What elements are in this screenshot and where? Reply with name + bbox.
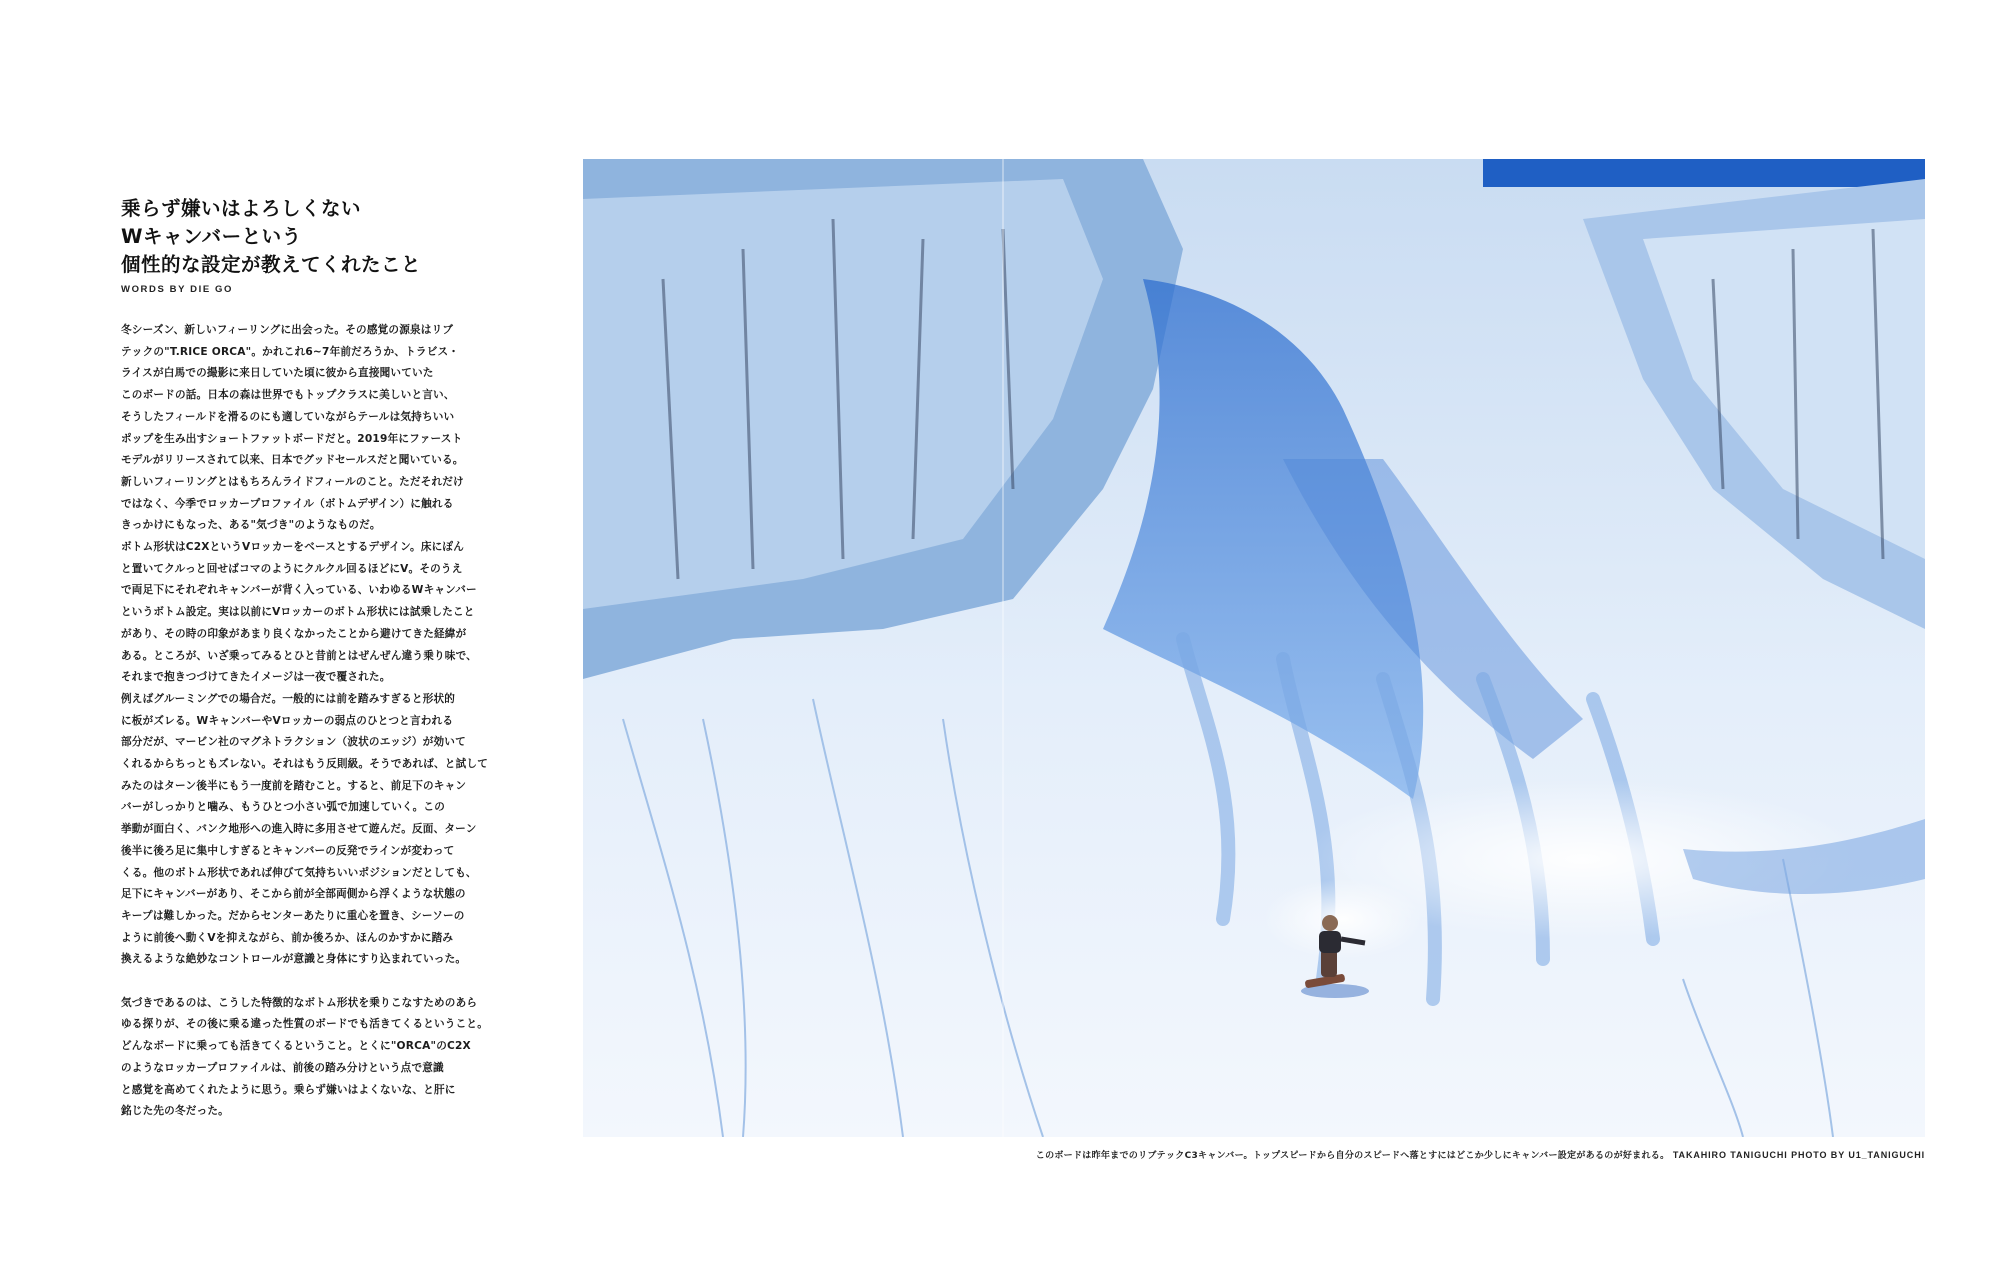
body-line: ボトム形状はC2XというVロッカーをベースとするデザイン。床にぽん — [121, 541, 464, 554]
body-line: モデルがリリースされて以来、日本でグッドセールスだと聞いている。 — [121, 454, 464, 467]
byline: WORDS BY DIE GO — [121, 284, 233, 295]
body-line: くる。他のボトム形状であれば伸びて気持ちいいポジションだとしても、 — [121, 866, 477, 879]
body-line: に板がズレる。WキャンバーやVロッカーの弱点のひとつと言われる — [121, 714, 454, 727]
body-line: バーがしっかりと噛み、もうひとつ小さい弧で加速していく。この — [121, 801, 446, 814]
body-line: ポップを生み出すショートファットボードだと。2019年にファースト — [121, 432, 463, 445]
body-line: どんなボードに乗っても活きてくるということ。とくに"ORCA"のC2X — [121, 1040, 471, 1053]
body-line: 気づきであるのは、こうした特徴的なボトム形状を乗りこなすためのあら — [121, 996, 478, 1009]
body-line: みたのはターン後半にもう一度前を踏むこと。すると、前足下のキャン — [121, 779, 467, 792]
sky-patch — [1483, 159, 1925, 187]
body-line: 部分だが、マービン社のマグネトラクション（波状のエッジ）が効いて — [121, 736, 466, 749]
body-line: ように前後へ動くVを抑えながら、前か後ろか、ほんのかすかに踏み — [121, 931, 454, 944]
body-line: このボードの話。日本の森は世界でもトップクラスに美しいと言い、 — [121, 389, 455, 402]
body-line: テックの"T.RICE ORCA"。かれこれ6~7年前だろうか、トラビス・ — [121, 345, 460, 358]
photo-illustration — [583, 159, 1925, 1137]
body-line: ライスが白馬での撮影に来日していた頃に彼から直接聞いていた — [121, 367, 434, 380]
body-paragraph-2 — [121, 993, 488, 1123]
body-line: ではなく、今季でロッカープロファイル（ボトムデザイン）に触れる — [121, 497, 454, 510]
body-line: 新しいフィーリングとはもちろんライドフィールのこと。ただそれだけ — [121, 475, 464, 488]
body-line: 銘じた先の冬だった。 — [121, 1105, 229, 1118]
body-line: きっかけにもなった、ある"気づき"のようなものだ。 — [121, 519, 381, 532]
article-body — [121, 320, 488, 1123]
body-line: そうしたフィールドを滑るのにも適していながらテールは気持ちいい — [121, 410, 455, 423]
photo-credit: TAKAHIRO TANIGUCHI PHOTO BY U1_TANIGUCHI — [1672, 1150, 1925, 1160]
body-line: と置いてクルっと回せばコマのようにクルクル回るほどにV。そのうえ — [121, 562, 463, 575]
body-line: 換えるような絶妙なコントロールが意識と身体にすり込まれていった。 — [121, 953, 467, 966]
body-line: と感覚を高めてくれたように思う。乗らず嫌いはよくないな、と肝に — [121, 1083, 456, 1096]
headline-line-1: 乗らず嫌いはよろしくない — [121, 197, 362, 220]
body-line: それまで抱きつづけてきたイメージは一夜で覆された。 — [121, 671, 391, 684]
headline-line-3: 個性的な設定が教えてくれたこと — [121, 253, 422, 276]
body-line: があり、その時の印象があまり良くなかったことから避けてきた経緯が — [121, 627, 467, 640]
body-line: 足下にキャンバーがあり、そこから前が全部両側から浮くような状態の — [121, 888, 466, 901]
body-line: 冬シーズン、新しいフィーリングに出会った。その感覚の源泉はリブ — [121, 324, 454, 336]
body-line: 挙動が面白く、バンク地形への進入時に多用させて遊んだ。反面、ターン — [121, 823, 477, 836]
body-line: で両足下にそれぞれキャンバーが背く入っている、いわゆるWキャンバー — [121, 584, 477, 597]
body-line: 後半に後ろ足に集中しすぎるとキャンバーの反発でラインが変わって — [121, 844, 455, 857]
body-line: くれるからちっともズレない。それはもう反則級。そうであれば、と試して — [121, 758, 488, 771]
body-line: ある。ところが、いざ乗ってみるとひと昔前とはぜんぜん違う乗り味で、 — [121, 649, 477, 662]
body-line: キープは難しかった。だからセンターあたりに重心を置き、シーソーの — [121, 909, 465, 922]
caption-text: このボードは昨年までのリブテックC3キャンバー。トップスピードから自分のスピードへ落とすにはどこか少しにキャンバー設定があるのが好まれる。 — [1035, 1151, 1670, 1161]
body-line: のようなロッカープロファイルは、前後の踏み分けという点で意識 — [121, 1061, 444, 1074]
body-paragraph-1 — [121, 320, 488, 971]
snowboard-photo — [583, 159, 1925, 1137]
body-line: というボトム設定。実は以前にVロッカーのボトム形状には試乗したこと — [121, 606, 475, 619]
photo-caption — [1036, 1148, 1925, 1161]
article-headline-block — [121, 195, 481, 295]
body-line: ゆる探りが、その後に乗る違った性質のボードでも活きてくるということ。 — [121, 1018, 488, 1031]
headline-line-2: Wキャンバーという — [121, 225, 302, 248]
body-line: 例えばグルーミングでの場合だ。一般的には前を踏みすぎると形状的 — [121, 692, 456, 705]
